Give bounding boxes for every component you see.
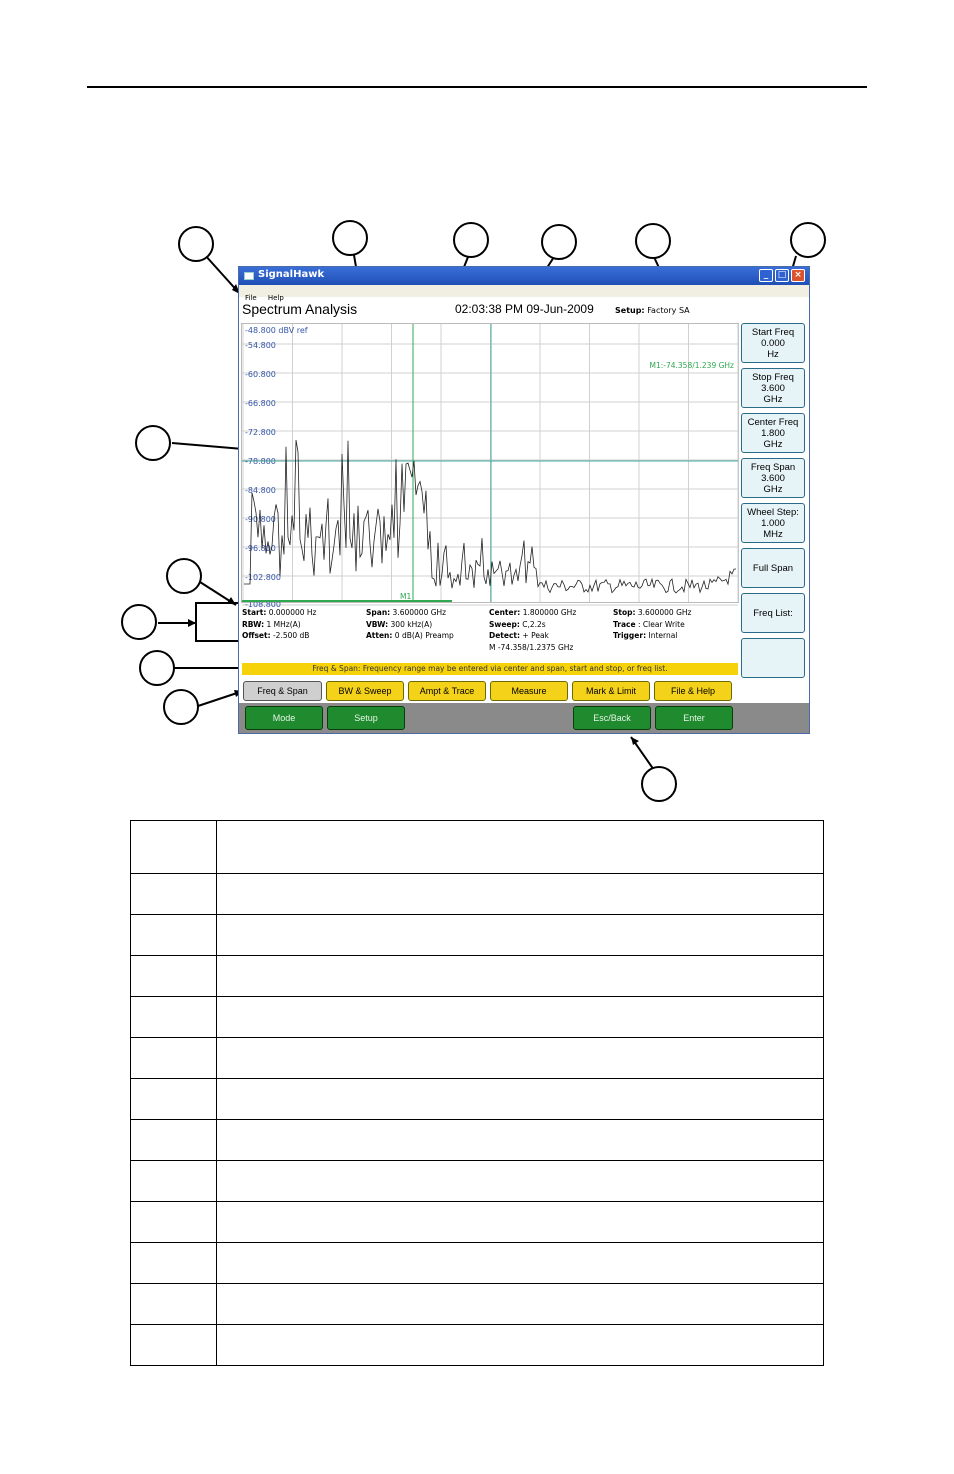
- softkey-line: Freq Span: [750, 461, 796, 473]
- table-row: [131, 874, 824, 915]
- parameter-readout: [242, 607, 742, 657]
- table-cell: [217, 1038, 824, 1079]
- table-cell: [217, 915, 824, 956]
- softkey-line: 1.800: [761, 427, 785, 439]
- callout-marker: [453, 222, 489, 258]
- freq-span-button[interactable]: Freq & Span: [243, 681, 322, 701]
- params-center-column: [489, 607, 576, 653]
- navigation-bar: [239, 703, 809, 733]
- close-icon[interactable]: ×: [791, 269, 805, 282]
- table-row: [131, 1325, 824, 1366]
- param-value: 0 dB(A) Preamp: [392, 631, 454, 640]
- table-cell: [131, 997, 217, 1038]
- param-label: Detect:: [489, 631, 521, 640]
- callout-marker: [166, 558, 202, 594]
- y-tick-label: -54.800: [245, 341, 276, 350]
- param-label: Sweep:: [489, 619, 520, 629]
- callout-marker: [541, 224, 577, 260]
- table-cell: [217, 1325, 824, 1366]
- app-icon: [244, 272, 254, 280]
- param-value: : Clear Write: [635, 619, 685, 629]
- y-tick-label: -84.800: [245, 486, 276, 495]
- y-tick-label: -66.800: [245, 399, 276, 408]
- param-value: 1.800000 GHz: [520, 608, 577, 617]
- softkey-line: Hz: [767, 348, 779, 360]
- param-line: [366, 619, 454, 631]
- table-cell: [131, 874, 217, 915]
- param-value: 0.000000 Hz: [266, 608, 317, 617]
- table-cell: [217, 1120, 824, 1161]
- empty-softkey[interactable]: [741, 638, 805, 678]
- callout-marker: [135, 425, 171, 461]
- table-row: [131, 997, 824, 1038]
- hint-bar: Freq & Span: Frequency range may be entered via center and span, start and stop, or freq list.: [242, 663, 738, 675]
- y-tick-label: -96.800: [245, 544, 276, 553]
- param-line: [242, 619, 316, 631]
- spectrum-plot[interactable]: [241, 323, 739, 609]
- param-value: 3.600000 GHz: [635, 608, 692, 617]
- table-row: [131, 1079, 824, 1120]
- mode-button[interactable]: Mode: [245, 706, 323, 730]
- param-value: C,2.2s: [519, 619, 546, 629]
- param-line: [242, 607, 316, 619]
- params-span-column: [366, 607, 454, 642]
- softkey-panel: [741, 323, 807, 703]
- table-cell: [217, 1202, 824, 1243]
- table-row: [131, 1202, 824, 1243]
- callout-marker: [121, 604, 157, 640]
- param-line: [489, 607, 576, 619]
- ref-level-label: -48.800 dBV ref: [245, 326, 308, 335]
- y-tick-label: -60.800: [245, 370, 276, 379]
- clock: 02:03:38 PM 09-Jun-2009: [455, 302, 594, 316]
- y-tick-label: -72.800: [245, 428, 276, 437]
- setup-button[interactable]: Setup: [327, 706, 405, 730]
- softkey-line: GHz: [763, 438, 783, 450]
- param-label: RBW:: [242, 619, 265, 629]
- callout-legend-table: [130, 820, 824, 1366]
- callout-marker: [790, 222, 826, 258]
- mode-title: Spectrum Analysis: [242, 301, 358, 317]
- enter-button[interactable]: Enter: [655, 706, 733, 730]
- start-freq-softkey[interactable]: [741, 323, 805, 363]
- menu-file[interactable]: File: [245, 294, 257, 302]
- y-tick-label: -90.800: [245, 515, 276, 524]
- setup-readout: [615, 306, 690, 315]
- param-value: M -74.358/1.2375 GHz: [489, 642, 574, 652]
- table-row: [131, 956, 824, 997]
- param-value: 300 kHz(A): [388, 619, 433, 629]
- table-cell: [131, 915, 217, 956]
- param-line: [613, 619, 691, 631]
- param-label: Offset:: [242, 631, 271, 640]
- softkey-line: Full Span: [752, 562, 794, 574]
- app-window: [238, 266, 810, 734]
- table-cell: [131, 1120, 217, 1161]
- param-label: Stop:: [613, 608, 636, 617]
- table-cell: [217, 821, 824, 874]
- mark-limit-button[interactable]: Mark & Limit: [572, 681, 650, 701]
- softkey-line: MHz: [763, 528, 783, 540]
- param-value: + Peak: [520, 631, 549, 640]
- softkey-line: 0.000: [761, 337, 785, 349]
- callout-marker: [139, 650, 175, 686]
- param-line: [366, 630, 454, 642]
- param-label: Span:: [366, 608, 391, 617]
- table-row: [131, 1284, 824, 1325]
- param-label: VBW:: [366, 619, 389, 629]
- softkey-line: Freq List:: [753, 607, 793, 619]
- softkey-line: Wheel Step:: [747, 506, 799, 518]
- softkey-line: Start Freq: [751, 326, 795, 338]
- softkey-line: 3.600: [761, 382, 785, 394]
- y-tick-label: -78.800: [245, 457, 276, 466]
- stop-freq-softkey[interactable]: [741, 368, 805, 408]
- table-cell: [131, 1243, 217, 1284]
- callout-marker: [332, 220, 368, 256]
- wheel-step-softkey[interactable]: [741, 503, 805, 543]
- ampt-trace-button[interactable]: Ampt & Trace: [408, 681, 486, 701]
- softkey-line: GHz: [763, 393, 783, 405]
- param-label: Center:: [489, 608, 521, 617]
- param-line: [489, 619, 576, 631]
- table-cell: [131, 1325, 217, 1366]
- param-label: Start:: [242, 608, 267, 617]
- params-stop-column: [613, 607, 691, 642]
- freq-list-softkey[interactable]: [741, 593, 805, 633]
- measure-button[interactable]: Measure: [490, 681, 568, 701]
- y-tick-label: -102.800: [245, 573, 281, 582]
- minimize-icon[interactable]: _: [759, 269, 773, 282]
- softkey-line: Center Freq: [747, 416, 799, 428]
- callout-marker: [635, 223, 671, 259]
- menu-help[interactable]: Help: [267, 294, 284, 302]
- table-cell: [217, 1284, 824, 1325]
- softkey-line: Stop Freq: [752, 371, 794, 383]
- softkey-line: GHz: [763, 483, 783, 495]
- param-value: 3.600000 GHz: [390, 608, 447, 617]
- freq-span-softkey[interactable]: [741, 458, 805, 498]
- marker-label: M1: [400, 592, 412, 601]
- param-value: -2.500 dB: [270, 631, 310, 640]
- param-value: Internal: [646, 631, 678, 640]
- marker-readout: M1:-74.358/1.239 GHz: [649, 361, 734, 370]
- file-help-button[interactable]: File & Help: [654, 681, 732, 701]
- table-cell: [131, 1079, 217, 1120]
- callout-marker: [163, 689, 199, 725]
- table-cell: [217, 874, 824, 915]
- table-cell: [217, 1079, 824, 1120]
- param-line: [242, 630, 316, 642]
- param-line: [489, 642, 576, 654]
- window-title: SignalHawk: [258, 269, 325, 280]
- table-cell: [217, 1243, 824, 1284]
- table-row: [131, 1038, 824, 1079]
- param-line: [366, 607, 454, 619]
- table-row: [131, 1120, 824, 1161]
- spectrum-graph: [242, 324, 738, 609]
- table-cell: [131, 1202, 217, 1243]
- param-line: [489, 630, 576, 642]
- table-cell: [131, 956, 217, 997]
- esc-back-button[interactable]: Esc/Back: [573, 706, 651, 730]
- softkey-line: 1.000: [761, 517, 785, 529]
- table-cell: [131, 1038, 217, 1079]
- y-tick-label: -108.800: [245, 600, 281, 609]
- param-label: Atten:: [366, 631, 393, 640]
- table-cell: [217, 997, 824, 1038]
- table-cell: [217, 956, 824, 997]
- param-line: [613, 607, 691, 619]
- callout-marker: [178, 226, 214, 262]
- table-cell: [131, 1161, 217, 1202]
- menu-bar: [239, 285, 809, 302]
- header-rule: [87, 86, 867, 88]
- param-value: 1 MHz(A): [264, 619, 301, 629]
- full-span-softkey[interactable]: [741, 548, 805, 588]
- table-cell: [131, 1284, 217, 1325]
- softkey-line: 3.600: [761, 472, 785, 484]
- table-row: [131, 1161, 824, 1202]
- param-line: [613, 630, 691, 642]
- param-label: Trigger:: [613, 631, 647, 640]
- center-freq-softkey[interactable]: [741, 413, 805, 453]
- table-cell: [217, 1161, 824, 1202]
- callout-marker: [641, 766, 677, 802]
- maximize-icon[interactable]: □: [775, 269, 789, 282]
- table-row: [131, 1243, 824, 1284]
- param-label: Trace: [613, 619, 636, 629]
- table-header-row: [131, 821, 824, 874]
- table-row: [131, 915, 824, 956]
- title-bar: [239, 267, 809, 285]
- setup-value: Factory SA: [647, 306, 690, 315]
- params-start-column: [242, 607, 316, 642]
- app-header: [239, 297, 739, 321]
- setup-label: Setup:: [615, 306, 645, 315]
- table-cell: [131, 821, 217, 874]
- bw-sweep-button[interactable]: BW & Sweep: [326, 681, 404, 701]
